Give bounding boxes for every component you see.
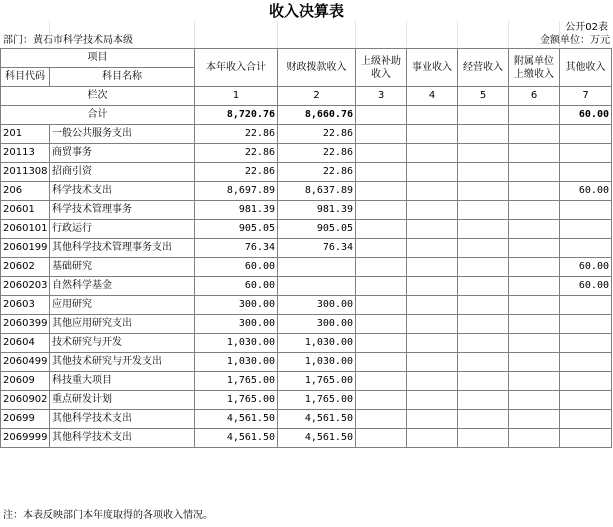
seq-col: 3 [356,87,407,106]
row-business-cell [407,220,458,239]
row-operating-cell [458,391,509,410]
row-code-cell: 206 [1,182,50,201]
row-other-cell [560,144,612,163]
row-business-cell [407,334,458,353]
meta-row [0,34,613,48]
row-total-cell: 1,030.00 [195,353,278,372]
footnote: 注：本表反映部门本年度取得的各项收入情况。 [3,510,213,521]
row-operating-cell [458,334,509,353]
row-operating-cell [458,296,509,315]
row-total-cell: 76.34 [195,239,278,258]
row-code-cell: 2060399 [1,315,50,334]
row-total-cell: 60.00 [195,277,278,296]
row-affiliated-cell [509,315,560,334]
row-superior-cell [356,391,407,410]
row-affiliated-cell [509,277,560,296]
row-other-cell [560,220,612,239]
seq-col: 4 [407,87,458,106]
row-total-cell: 981.39 [195,201,278,220]
row-business-cell [407,258,458,277]
row-affiliated-cell [509,334,560,353]
row-operating-cell [458,182,509,201]
row-affiliated-cell [509,391,560,410]
header-fiscal: 财政拨款收入 [278,49,356,87]
table-row [1,144,612,163]
table-row [1,410,612,429]
seq-col: 5 [458,87,509,106]
income-table [0,48,612,448]
row-operating-cell [458,163,509,182]
row-code-cell: 2060499 [1,353,50,372]
total-affiliated-cell [509,106,560,125]
row-affiliated-cell [509,144,560,163]
row-affiliated-cell [509,239,560,258]
row-fiscal-cell: 1,030.00 [278,334,356,353]
row-total-cell: 1,030.00 [195,334,278,353]
row-operating-cell [458,277,509,296]
row-name-cell: 商贸事务 [50,144,195,163]
row-superior-cell [356,353,407,372]
row-superior-cell [356,410,407,429]
row-fiscal-cell: 8,637.89 [278,182,356,201]
row-code-cell: 20609 [1,372,50,391]
row-name-cell: 其他科学技术管理事务支出 [50,239,195,258]
row-total-cell: 300.00 [195,315,278,334]
row-business-cell [407,429,458,448]
row-affiliated-cell [509,353,560,372]
form-code: 公开02表 [565,22,608,33]
row-operating-cell [458,258,509,277]
row-total-cell: 22.86 [195,144,278,163]
row-other-cell [560,334,612,353]
row-code-cell: 20113 [1,144,50,163]
total-other-cell: 60.00 [560,106,612,125]
row-code-cell: 2011308 [1,163,50,182]
row-operating-cell [458,144,509,163]
row-affiliated-cell [509,429,560,448]
row-fiscal-cell: 4,561.50 [278,410,356,429]
seq-col: 6 [509,87,560,106]
row-total-cell: 905.05 [195,220,278,239]
row-other-cell [560,410,612,429]
row-total-cell: 300.00 [195,296,278,315]
row-name-cell: 招商引资 [50,163,195,182]
row-name-cell: 其他应用研究支出 [50,315,195,334]
row-total-cell: 22.86 [195,163,278,182]
row-operating-cell [458,125,509,144]
row-code-cell: 20603 [1,296,50,315]
row-other-cell: 60.00 [560,258,612,277]
row-superior-cell [356,429,407,448]
header-name: 科目名称 [50,68,195,87]
row-code-cell: 2060203 [1,277,50,296]
row-fiscal-cell: 22.86 [278,144,356,163]
row-code-cell: 20602 [1,258,50,277]
header-other: 其他收入 [560,49,612,87]
row-name-cell: 行政运行 [50,220,195,239]
row-fiscal-cell: 300.00 [278,296,356,315]
row-business-cell [407,296,458,315]
row-affiliated-cell [509,296,560,315]
row-other-cell: 60.00 [560,182,612,201]
header-total: 本年收入合计 [195,49,278,87]
row-name-cell: 科学技术管理事务 [50,201,195,220]
row-other-cell [560,429,612,448]
row-total-cell: 4,561.50 [195,410,278,429]
row-superior-cell [356,182,407,201]
total-label: 合计 [1,106,195,125]
table-row [1,296,612,315]
row-operating-cell [458,315,509,334]
total-superior-cell [356,106,407,125]
header-affiliated: 附属单位上缴收入 [509,49,560,87]
row-fiscal-cell: 76.34 [278,239,356,258]
table-row [1,220,612,239]
row-business-cell [407,144,458,163]
row-superior-cell [356,163,407,182]
total-row [1,106,612,125]
row-code-cell: 20601 [1,201,50,220]
table-row [1,239,612,258]
header-business: 事业收入 [407,49,458,87]
row-affiliated-cell [509,258,560,277]
header-operating: 经营收入 [458,49,509,87]
row-total-cell: 4,561.50 [195,429,278,448]
table-row [1,353,612,372]
row-business-cell [407,391,458,410]
table-row [1,125,612,144]
unit-label: 金额单位：万元 [540,35,610,46]
row-operating-cell [458,372,509,391]
row-affiliated-cell [509,201,560,220]
row-superior-cell [356,334,407,353]
row-total-cell: 60.00 [195,258,278,277]
page-title: 收入决算表 [268,2,344,20]
table-row [1,391,612,410]
row-code-cell: 20604 [1,334,50,353]
row-superior-cell [356,220,407,239]
header-project: 项目 [1,49,195,68]
table-row [1,163,612,182]
row-affiliated-cell [509,410,560,429]
row-other-cell [560,353,612,372]
row-code-cell: 201 [1,125,50,144]
row-code-cell: 2060199 [1,239,50,258]
table-row [1,182,612,201]
row-name-cell: 科技重大项目 [50,372,195,391]
row-fiscal-cell: 300.00 [278,315,356,334]
row-name-cell: 自然科学基金 [50,277,195,296]
row-operating-cell [458,220,509,239]
row-other-cell [560,125,612,144]
row-superior-cell [356,315,407,334]
row-business-cell [407,182,458,201]
row-total-cell: 1,765.00 [195,391,278,410]
header-code: 科目代码 [1,68,50,87]
row-business-cell [407,410,458,429]
seq-col: 1 [195,87,278,106]
header-row-1 [1,49,612,68]
row-code-cell: 20699 [1,410,50,429]
department-label: 部门：黄石市科学技术局本级 [3,35,133,46]
row-business-cell [407,239,458,258]
row-other-cell [560,315,612,334]
row-affiliated-cell [509,220,560,239]
total-income-cell: 8,720.76 [195,106,278,125]
row-fiscal-cell [278,277,356,296]
row-other-cell [560,239,612,258]
row-operating-cell [458,239,509,258]
row-name-cell: 其他科学技术支出 [50,429,195,448]
total-fiscal-cell: 8,660.76 [278,106,356,125]
row-superior-cell [356,372,407,391]
row-total-cell: 22.86 [195,125,278,144]
row-other-cell [560,391,612,410]
table-row [1,315,612,334]
header-superior: 上级补助收入 [356,49,407,87]
row-fiscal-cell: 22.86 [278,125,356,144]
row-name-cell: 其他技术研究与开发支出 [50,353,195,372]
table-row [1,258,612,277]
row-code-cell: 2069999 [1,429,50,448]
row-name-cell: 重点研发计划 [50,391,195,410]
row-name-cell: 一般公共服务支出 [50,125,195,144]
row-name-cell: 科学技术支出 [50,182,195,201]
row-superior-cell [356,277,407,296]
row-fiscal-cell: 1,030.00 [278,353,356,372]
table-row [1,372,612,391]
table-row [1,429,612,448]
row-business-cell [407,277,458,296]
row-total-cell: 8,697.89 [195,182,278,201]
seq-row [1,87,612,106]
row-operating-cell [458,201,509,220]
row-business-cell [407,201,458,220]
row-business-cell [407,353,458,372]
row-name-cell: 应用研究 [50,296,195,315]
row-operating-cell [458,353,509,372]
row-other-cell [560,296,612,315]
row-other-cell [560,163,612,182]
row-total-cell: 1,765.00 [195,372,278,391]
row-business-cell [407,125,458,144]
seq-label: 栏次 [1,87,195,106]
row-operating-cell [458,429,509,448]
table-row [1,277,612,296]
row-superior-cell [356,144,407,163]
seq-col: 2 [278,87,356,106]
row-other-cell: 60.00 [560,277,612,296]
row-business-cell [407,372,458,391]
row-operating-cell [458,410,509,429]
table-row [1,201,612,220]
row-superior-cell [356,201,407,220]
row-superior-cell [356,125,407,144]
row-fiscal-cell: 905.05 [278,220,356,239]
row-superior-cell [356,258,407,277]
row-superior-cell [356,239,407,258]
table-row [1,334,612,353]
row-fiscal-cell [278,258,356,277]
row-superior-cell [356,296,407,315]
row-name-cell: 技术研究与开发 [50,334,195,353]
seq-col: 7 [560,87,612,106]
row-code-cell: 2060902 [1,391,50,410]
row-affiliated-cell [509,372,560,391]
row-other-cell [560,372,612,391]
total-business-cell [407,106,458,125]
row-business-cell [407,315,458,334]
row-affiliated-cell [509,125,560,144]
row-name-cell: 基础研究 [50,258,195,277]
row-name-cell: 其他科学技术支出 [50,410,195,429]
row-code-cell: 2060101 [1,220,50,239]
total-operating-cell [458,106,509,125]
row-fiscal-cell: 4,561.50 [278,429,356,448]
row-affiliated-cell [509,163,560,182]
row-affiliated-cell [509,182,560,201]
row-fiscal-cell: 22.86 [278,163,356,182]
row-fiscal-cell: 1,765.00 [278,372,356,391]
row-business-cell [407,163,458,182]
row-fiscal-cell: 1,765.00 [278,391,356,410]
row-fiscal-cell: 981.39 [278,201,356,220]
row-other-cell [560,201,612,220]
